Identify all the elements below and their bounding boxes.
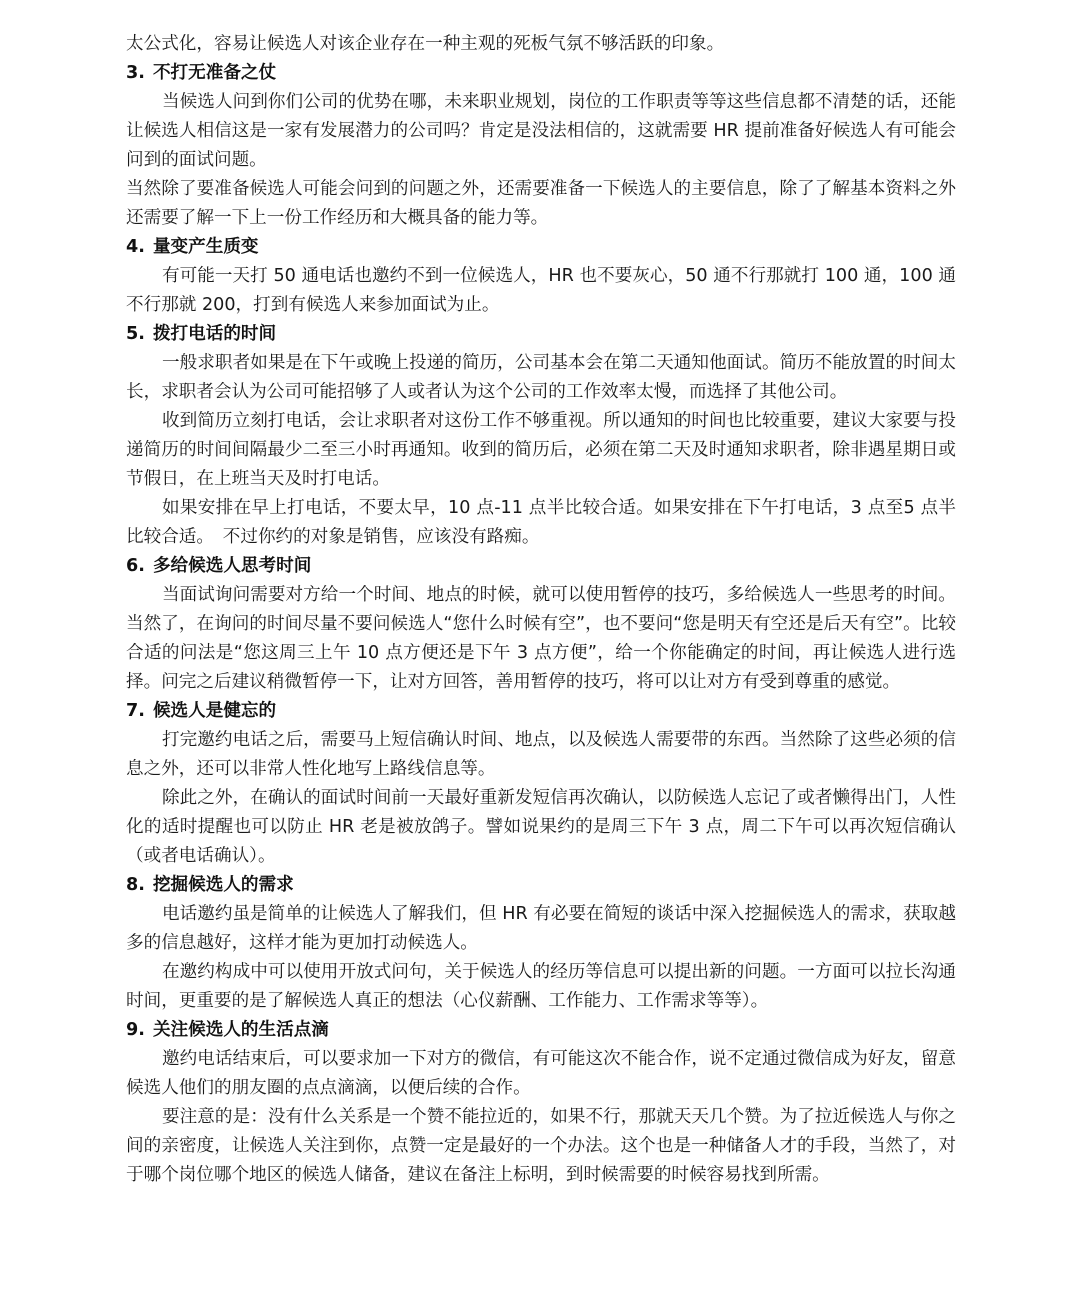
section-title: 关注候选人的生活点滴	[152, 1020, 329, 1040]
section-heading-4	[126, 233, 956, 262]
section-number: 7.	[126, 701, 145, 721]
paragraph: 有可能一天打 50 通电话也邀约不到一位候选人，HR 也不要灰心，50 通不行那就打 100 通，100 通不行那就 200，打到有候选人来参加面试为止。	[126, 266, 956, 315]
section-title: 不打无准备之仗	[152, 63, 277, 83]
paragraph: 如果安排在早上打电话，不要太早，10 点-11 点半比较合适。如果安排在下午打电话，3 点至5 点半比较合适。 不过你约的对象是销售，应该没有路痴。	[126, 498, 956, 547]
paragraph: 在邀约构成中可以使用开放式问句，关于候选人的经历等信息可以提出新的问题。一方面可以拉长沟通时间，更重要的是了解候选人真正的想法（心仪薪酬、工作能力、工作需求等等）。	[126, 962, 956, 1011]
section-number: 5.	[126, 324, 145, 344]
paragraph: 除此之外，在确认的面试时间前一天最好重新发短信再次确认，以防候选人忘记了或者懒得出门，人性化的适时提醒也可以防止 HR 老是被放鸽子。譬如说果约的是周三下午 3 点，周二下午可以再次短信确认（或者电话确认）。	[126, 788, 956, 866]
section-title: 量变产生质变	[152, 237, 259, 257]
intro-paragraph: 太公式化，容易让候选人对该企业存在一种主观的死板气氛不够活跃的印象。	[126, 34, 725, 54]
paragraph: 当面试询问需要对方给一个时间、地点的时候，就可以使用暂停的技巧，多给候选人一些思考的时间。当然了，在询问的时间尽量不要问候选人“您什么时候有空”，也不要问“您是明天有空还是后天有空”。比较合适的问法是“您这周三上午 10 点方便还是下午 3 点方便”，给一个你能确定的时间，再让候选人进行选择。问完之后建议稍微暂停一下，让对方回答，善用暂停的技巧，将可以让对方有受到尊重的感觉。	[126, 585, 956, 692]
section-heading-5	[126, 320, 956, 349]
section-heading-9	[126, 1016, 956, 1045]
section-number: 9.	[126, 1020, 145, 1040]
section-number: 3.	[126, 63, 145, 83]
section-number: 4.	[126, 237, 145, 257]
document-page	[126, 30, 956, 1190]
paragraph: 电话邀约虽是简单的让候选人了解我们，但 HR 有必要在简短的谈话中深入挖掘候选人的需求，获取越多的信息越好，这样才能为更加打动候选人。	[126, 904, 956, 953]
paragraph: 邀约电话结束后，可以要求加一下对方的微信，有可能这次不能合作，说不定通过微信成为好友，留意候选人他们的朋友圈的点点滴滴，以便后续的合作。	[126, 1049, 956, 1098]
paragraph: 打完邀约电话之后，需要马上短信确认时间、地点，以及候选人需要带的东西。当然除了这些必须的信息之外，还可以非常人性化地写上路线信息等。	[126, 730, 956, 779]
section-heading-3	[126, 59, 956, 88]
section-title: 多给候选人思考时间	[152, 556, 312, 576]
section-heading-6	[126, 552, 956, 581]
paragraph: 要注意的是：没有什么关系是一个赞不能拉近的，如果不行，那就天天几个赞。为了拉近候选人与你之间的亲密度，让候选人关注到你，点赞一定是最好的一个办法。这个也是一种储备人才的手段，当然了，对于哪个岗位哪个地区的候选人储备，建议在备注上标明，到时候需要的时候容易找到所需。	[126, 1107, 956, 1185]
paragraph: 当然除了要准备候选人可能会问到的问题之外，还需要准备一下候选人的主要信息，除了了解基本资料之外还需要了解一下上一份工作经历和大概具备的能力等。	[126, 179, 956, 228]
section-title: 挖掘候选人的需求	[152, 875, 294, 895]
section-title: 拨打电话的时间	[152, 324, 277, 344]
section-title: 候选人是健忘的	[152, 701, 277, 721]
paragraph: 当候选人问到你们公司的优势在哪，未来职业规划，岗位的工作职责等等这些信息都不清楚的话，还能让候选人相信这是一家有发展潜力的公司吗？肯定是没法相信的，这就需要 HR 提前准备好候选人有可能会问到的面试问题。	[126, 92, 956, 170]
section-number: 6.	[126, 556, 145, 576]
paragraph: 一般求职者如果是在下午或晚上投递的简历，公司基本会在第二天通知他面试。简历不能放置的时间太长，求职者会认为公司可能招够了人或者认为这个公司的工作效率太慢，而选择了其他公司。	[126, 353, 956, 402]
paragraph: 收到简历立刻打电话，会让求职者对这份工作不够重视。所以通知的时间也比较重要，建议大家要与投递简历的时间间隔最少二至三小时再通知。收到的简历后，必须在第二天及时通知求职者，除非遇星期日或节假日，在上班当天及时打电话。	[126, 411, 956, 489]
section-heading-8	[126, 871, 956, 900]
section-number: 8.	[126, 875, 145, 895]
section-heading-7	[126, 697, 956, 726]
